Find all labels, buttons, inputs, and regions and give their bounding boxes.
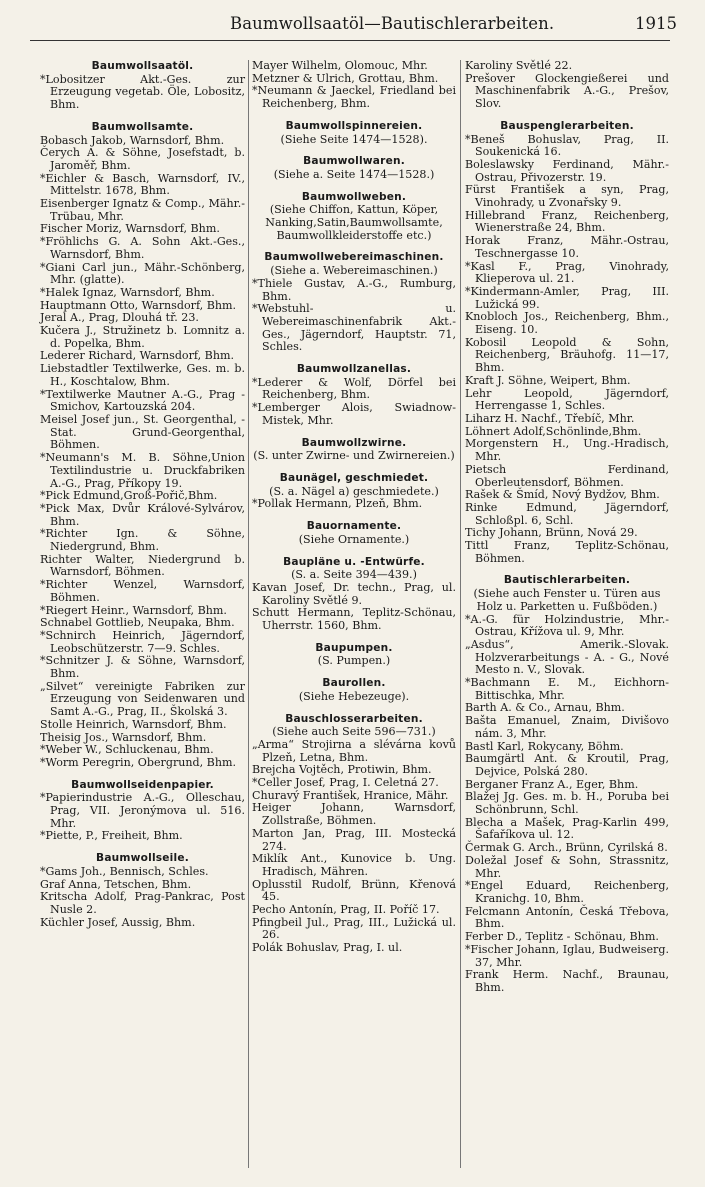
directory-entry: *Lederer & Wolf, Dörfel bei Reichenberg, Bhm. bbox=[252, 375, 456, 402]
directory-entry: Ferber D., Teplitz - Schönau, Bhm. bbox=[465, 930, 659, 944]
directory-entry: *Kindermann-Amler, Prag, III. Lužická 99. bbox=[465, 284, 669, 311]
section-heading: Baumwollseidenpapier. bbox=[71, 778, 214, 791]
directory-entry: Morgenstern H., Ung.-Hradisch, Mhr. bbox=[465, 437, 669, 464]
section-heading: Baumwollzwirne. bbox=[301, 436, 407, 449]
column-2 bbox=[252, 60, 456, 955]
directory-entry: Marton Jan, Prag, III. Mostecká 274. bbox=[252, 826, 456, 853]
section-heading: Baupläne u. -Entwürfe. bbox=[283, 555, 425, 568]
section-note: (S. Pumpen.) bbox=[317, 654, 391, 668]
section-heading: Baumwollsamte. bbox=[91, 120, 194, 133]
column-divider bbox=[248, 60, 249, 1168]
directory-entry: Hauptmann Otto, Warnsdorf, Bhm. bbox=[40, 298, 237, 312]
section-note: (Siehe a. Webereimaschinen.) bbox=[270, 264, 438, 278]
directory-entry: Kučera J., Stružinetz b. Lomnitz a. d. Popelka, Bhm. bbox=[40, 324, 245, 350]
directory-entry: *Pick Edmund,Groß-Pořič,Bhm. bbox=[40, 489, 218, 503]
directory-entry: Lederer Richard, Warnsdorf, Bhm. bbox=[40, 349, 235, 363]
directory-entry: Knobloch Jos., Reichenberg, Bhm., Eiseng. 10. bbox=[465, 310, 669, 337]
directory-entry: *Lobositzer Akt.-Ges. zur Erzeugung vegetab. Öle, Lobositz, Bhm. bbox=[40, 72, 245, 112]
section-note: (Siehe Seite 1474—1528). bbox=[280, 132, 428, 146]
directory-entry: „Silvet“ vereinigte Fabriken zur Erzeugung von Seidenwaren und Samt A.-G., Prag, II., Školská 3. bbox=[40, 679, 245, 719]
directory-entry: *Neumann's M. B. Söhne,Union Textilindustrie u. Druckfabriken A.-G., Prag, Příkopy 19. bbox=[40, 451, 245, 490]
directory-entry: Theisig Jos., Warnsdorf, Bhm. bbox=[40, 730, 207, 744]
directory-entry: *Worm Peregrin, Obergrund, Bhm. bbox=[40, 755, 237, 769]
directory-entry: Miklík Ant., Kunovice b. Ung. Hradisch, Mähren. bbox=[252, 852, 456, 878]
directory-entry: *Neumann & Jaeckel, Friedland bei Reichenberg, Bhm. bbox=[252, 84, 456, 111]
section-heading: Baumwollsaatöl. bbox=[91, 60, 194, 72]
directory-entry: Tittl Franz, Teplitz-Schönau, Böhmen. bbox=[465, 539, 669, 565]
directory-entry: Pietsch Ferdinand, Oberleutensdorf, Böhmen. bbox=[465, 462, 669, 489]
directory-entry: Graf Anna, Tetschen, Bhm. bbox=[40, 877, 192, 891]
directory-entry: Kritscha Adolf, Prag-Pankrac, Post Nusle 2. bbox=[40, 890, 245, 916]
column-1 bbox=[40, 60, 245, 929]
directory-entry: Jeral A., Prag, Dlouhá tř. 23. bbox=[40, 311, 199, 325]
directory-entry: Čermak G. Arch., Brünn, Cyrilská 8. bbox=[465, 841, 668, 855]
directory-entry: Karoliny Světlé 22. bbox=[465, 59, 573, 72]
directory-entry: *Fischer Johann, Iglau, Budweiserg. 37, Mhr. bbox=[465, 942, 669, 969]
directory-entry: Richter Walter, Niedergrund b. Warnsdorf, Böhmen. bbox=[40, 552, 245, 579]
directory-entry: Blecha a Mašek, Prag-Karlin 499, Šafaříkova ul. 12. bbox=[465, 815, 669, 842]
running-title: Baumwollsaatöl—Bautischlerarbeiten. bbox=[230, 14, 555, 33]
directory-entry: Barth A. & Co., Arnau, Bhm. bbox=[465, 701, 625, 715]
directory-entry: *Webstuhl- u. Webereimaschinenfabrik Akt.-Ges., Jägerndorf, Hauptstr. 71, Schles. bbox=[252, 302, 456, 354]
directory-entry: Liebstadtler Textilwerke, Ges. m. b. H., Koschtalow, Bhm. bbox=[40, 362, 245, 388]
directory-entry: *Weber W., Schluckenau, Bhm. bbox=[40, 743, 214, 757]
directory-entry: *Giani Carl jun., Mähr.-Schönberg, Mhr. (glatte). bbox=[40, 260, 245, 287]
directory-entry: *Engel Eduard, Reichenberg, Kranichg. 10, Bhm. bbox=[465, 879, 669, 905]
directory-entry: Pecho Antonín, Prag, II. Poříč 17. bbox=[252, 903, 440, 917]
section-note: (Siehe Ornamente.) bbox=[298, 532, 410, 546]
directory-entry: Bobasch Jakob, Warnsdorf, Bhm. bbox=[40, 133, 225, 147]
directory-entry: Churavý František, Hranice, Mähr. bbox=[252, 788, 449, 802]
directory-entry: *Richter Ign. & Söhne, Niedergrund, Bhm. bbox=[40, 527, 245, 554]
directory-entry: Kavan Josef, Dr. techn., Prag, ul. Karoliny Světlé 9. bbox=[252, 580, 456, 607]
directory-entry: *Halek Ignaz, Warnsdorf, Bhm. bbox=[40, 285, 215, 299]
section-heading: Bautischlerarbeiten. bbox=[503, 574, 631, 587]
header-rule bbox=[30, 40, 670, 41]
section-heading: Bauornamente. bbox=[306, 520, 402, 533]
directory-entry: *Riegert Heinr., Warnsdorf, Bhm. bbox=[40, 603, 227, 617]
directory-entry: Lehr Leopold, Jägerndorf, Herrengasse 1, Schles. bbox=[465, 386, 669, 413]
directory-entry: Oplusstil Rudolf, Brünn, Křenová 45. bbox=[252, 877, 456, 904]
directory-entry: *Eichler & Basch, Warnsdorf, IV., Mittelstr. 1678, Bhm. bbox=[40, 171, 245, 198]
section-note: (S. unter Zwirne- und Zwirnereien.) bbox=[253, 449, 455, 463]
section-note: (Siehe a. Seite 1474—1528.) bbox=[273, 167, 435, 181]
directory-entry: *Papierindustrie A.-G., Olleschau, Prag, VII. Jeronýmova ul. 516. Mhr. bbox=[40, 791, 245, 830]
directory-entry: *Gams Joh., Bennisch, Schles. bbox=[40, 864, 209, 878]
section-heading: Bauspenglerarbeiten. bbox=[500, 119, 634, 132]
directory-entry: *Bachmann E. M., Eichhorn-Bittischka, Mhr. bbox=[465, 676, 669, 702]
section-heading: Baupumpen. bbox=[315, 641, 393, 654]
directory-entry: Meisel Josef jun., St. Georgenthal, - Stat. Grund-Georgenthal, Böhmen. bbox=[40, 412, 245, 452]
directory-entry: Heiger Johann, Warnsdorf, Zollstraße, Böhmen. bbox=[252, 801, 456, 828]
section-note: (S. a. Seite 394—439.) bbox=[291, 568, 417, 582]
directory-entry: „Asdus“, Amerik.-Slovak. Holzverarbeitungs - A. - G., Nové Mesto n. V., Slovak. bbox=[465, 637, 669, 677]
directory-entry: Baumgärtl Ant. & Kroutil, Prag, Dejvice, Polská 280. bbox=[465, 752, 669, 778]
directory-entry: Schutt Hermann, Teplitz-Schönau, Uherrstr. 1560, Bhm. bbox=[252, 606, 456, 633]
directory-entry: Fürst František a syn, Prag, Vinohrady, u Zvonařsky 9. bbox=[465, 183, 669, 210]
section-heading: Baumwollwebereimaschinen. bbox=[264, 251, 444, 264]
directory-entry: „Arma“ Strojirna a slévárna kovů Plzeň, Letna, Bhm. bbox=[252, 737, 456, 764]
directory-entry: *Schnirch Heinrich, Jägerndorf, Leobschützerstr. 7—9. Schles. bbox=[40, 628, 245, 655]
directory-entry: Schnabel Gottlieb, Neupaka, Bhm. bbox=[40, 616, 235, 630]
section-note: (Siehe auch Seite 596—731.) bbox=[272, 725, 436, 739]
directory-entry: Küchler Josef, Aussig, Bhm. bbox=[40, 915, 196, 929]
section-heading: Baumwollweben. bbox=[301, 190, 407, 203]
directory-entry: Rinke Edmund, Jägerndorf, Schloßpl. 6, Schl. bbox=[465, 500, 669, 527]
directory-entry: Mayer Wilhelm, Olomouc, Mhr. bbox=[252, 59, 428, 72]
directory-entry: Rašek & Šmíd, Nový Bydžov, Bhm. bbox=[465, 488, 660, 502]
directory-entry: Prešover Glockengießerei und Maschinenfabrik A.-G., Prešov, Slov. bbox=[465, 71, 669, 111]
directory-entry: *Schnitzer J. & Söhne, Warnsdorf, Bhm. bbox=[40, 654, 245, 681]
directory-entry: Čerych A. & Söhne, Josefstadt, b. Jaroměř, Bhm. bbox=[40, 146, 245, 172]
section-note: (Siehe Chiffon, Kattun, Köper, Nanking,Satin,Baumwollsamte, Baumwollkleiderstoffe etc.) bbox=[265, 203, 443, 242]
section-heading: Baurollen. bbox=[322, 677, 386, 690]
directory-entry: Stolle Heinrich, Warnsdorf, Bhm. bbox=[40, 717, 227, 731]
directory-entry: Kraft J. Söhne, Weipert, Bhm. bbox=[465, 373, 631, 387]
directory-entry: *Pick Max, Dvůr Králové-Sylvárov, Bhm. bbox=[40, 501, 245, 528]
section-heading: Bauschlosserarbeiten. bbox=[285, 712, 423, 725]
directory-entry: *Beneš Bohuslav, Prag, II. Soukenická 16. bbox=[465, 132, 669, 159]
directory-entry: Metzner & Ulrich, Grottau, Bhm. bbox=[252, 71, 439, 85]
section-heading: Baumwollseile. bbox=[96, 852, 189, 865]
directory-entry: *Kasl F., Prag, Vinohrady, Klieperova ul. 21. bbox=[465, 259, 669, 286]
directory-entry: *Lemberger Alois, Swiadnow-Mistek, Mhr. bbox=[252, 401, 456, 427]
directory-entry: *Richter Wenzel, Warnsdorf, Böhmen. bbox=[40, 578, 245, 604]
section-heading: Baumwollwaren. bbox=[303, 155, 405, 168]
column-3 bbox=[465, 60, 669, 995]
directory-entry: *Fröhlichs G. A. Sohn Akt.-Ges., Warnsdorf, Bhm. bbox=[40, 235, 245, 261]
page-number: 1915 bbox=[635, 14, 677, 33]
directory-entry: Hillebrand Franz, Reichenberg, Wienerstraße 24, Bhm. bbox=[465, 208, 669, 235]
directory-entry: Berganer Franz A., Eger, Bhm. bbox=[465, 777, 639, 791]
section-heading: Baumwollzanellas. bbox=[296, 363, 412, 376]
section-note: (Siehe Hebezeuge). bbox=[298, 689, 410, 703]
directory-entry: Blažej Jg. Ges. m. b. H., Poruba bei Schönbrunn, Schl. bbox=[465, 790, 669, 817]
directory-entry: *Piette, P., Freiheit, Bhm. bbox=[40, 829, 183, 843]
directory-entry: Boleslawsky Ferdinand, Mähr.-Ostrau, Přivozerstr. 19. bbox=[465, 157, 669, 184]
directory-entry: Horak Franz, Mähr.-Ostrau, Teschnergasse 10. bbox=[465, 234, 669, 260]
directory-entry: *Celler Josef, Prag, I. Celetná 27. bbox=[252, 776, 439, 790]
directory-entry: Kobosil Leopold & Sohn, Reichenberg, Bräuhofg. 11—17, Bhm. bbox=[465, 335, 669, 375]
directory-entry: Eisenberger Ignatz & Comp., Mähr.-Trübau, Mhr. bbox=[40, 197, 245, 223]
directory-entry: Frank Herm. Nachf., Braunau, Bhm. bbox=[465, 968, 669, 994]
directory-entry: Brejcha Vojtěch, Protiwin, Bhm. bbox=[252, 763, 432, 777]
section-note: (Siehe auch Fenster u. Türen aus Holz u. Parketten u. Fußböden.) bbox=[473, 587, 661, 613]
directory-entry: Polák Bohuslav, Prag, I. ul. bbox=[252, 941, 403, 955]
directory-entry: Pfingbeil Jul., Prag, III., Lužická ul. 26. bbox=[252, 915, 456, 942]
section-heading: Baunägel, geschmiedet. bbox=[279, 471, 429, 484]
directory-entry: Fischer Moriz, Warnsdorf, Bhm. bbox=[40, 222, 220, 236]
directory-entry: Liharz H. Nachf., Třebíč, Mhr. bbox=[465, 411, 635, 425]
directory-entry: Tichy Johann, Brünn, Nová 29. bbox=[465, 526, 638, 540]
directory-entry: *A.-G. für Holzindustrie, Mhr.-Ostrau, Křížova ul. 9, Mhr. bbox=[465, 612, 669, 639]
directory-entry: *Thiele Gustav, A.-G., Rumburg, Bhm. bbox=[252, 276, 456, 303]
page-header bbox=[0, 14, 705, 36]
directory-entry: Bastl Karl, Rokycany, Böhm. bbox=[465, 739, 624, 753]
directory-entry: Felcmann Antonín, Česká Třebova, Bhm. bbox=[465, 904, 669, 931]
directory-entry: Bašta Emanuel, Znaim, Divišovo nám. 3, Mhr. bbox=[465, 714, 669, 740]
directory-entry: Doležal Josef & Sohn, Strassnitz, Mhr. bbox=[465, 853, 669, 880]
section-heading: Baumwollspinnereien. bbox=[285, 119, 423, 132]
section-note: (S. a. Nägel a) geschmiedete.) bbox=[269, 484, 439, 498]
directory-entry: Löhnert Adolf,Schönlinde,Bhm. bbox=[465, 424, 642, 438]
column-divider bbox=[460, 60, 461, 1168]
directory-entry: *Pollak Hermann, Plzeň, Bhm. bbox=[252, 497, 423, 511]
directory-entry: *Textilwerke Mautner A.-G., Prag - Smichov, Kartouzská 204. bbox=[40, 387, 245, 414]
